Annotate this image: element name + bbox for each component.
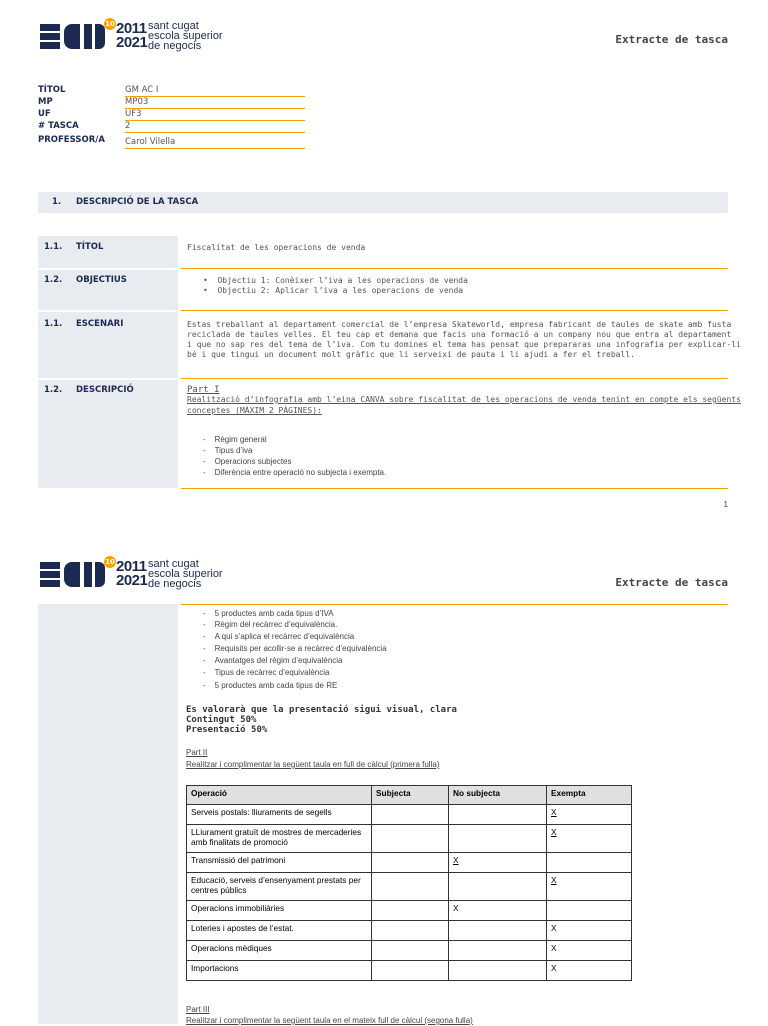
valoracio-line: Es valorarà que la presentació sigui visual, clara [186, 705, 457, 715]
row-number: 1.1. [44, 319, 63, 329]
page-number: 1 [723, 500, 728, 509]
valoracio-line: Contingut 50% [186, 715, 257, 725]
meta-value-tasca: 2 [125, 121, 305, 133]
row-number: 1.2. [44, 385, 63, 395]
meta-value-uf: UF3 [125, 109, 305, 121]
row-number: 1.2. [44, 275, 63, 285]
cell-operacio: Importacions [187, 961, 372, 981]
cell-exempta [547, 853, 632, 873]
esn-logo-mark [40, 24, 110, 50]
cell-no-subjecta [449, 825, 547, 853]
logo-year-bottom: 2021 [116, 34, 148, 51]
cell-subjecta [372, 961, 449, 981]
cell-no-subjecta [449, 941, 547, 961]
concept-item: - Operacions subjectes [203, 457, 292, 466]
cell-operacio: Loteries i apostes de l’estat. [187, 921, 372, 941]
logo-year-top: 2011 [116, 558, 147, 575]
cell-no-subjecta [449, 961, 547, 981]
table-row [187, 921, 632, 941]
cell-no-subjecta [449, 921, 547, 941]
cell-subjecta [372, 805, 449, 825]
part3-title: Part III [186, 1005, 210, 1014]
cell-operacio: Operacions immobiliàries [187, 901, 372, 921]
part2-title: Part II [186, 748, 208, 757]
meta-label-titol: TÍTOL [38, 85, 66, 95]
cell-subjecta [372, 921, 449, 941]
cell-operacio: Educació, serveis d’ensenyament prestats per centres públics [187, 873, 372, 901]
row-content-objectius [181, 270, 728, 311]
logo-line-2: escola superior [148, 30, 223, 42]
cell-exempta [547, 901, 632, 921]
school-logo [40, 18, 230, 52]
objective-item: • Objectiu 1: Conèixer l’iva a les operacions de venda [203, 276, 468, 285]
cell-no-subjecta [449, 873, 547, 901]
escenari-line: bé i que tingui un document molt gràfic que li serveixi de pauta i li ajudi a fer el treball. [187, 350, 635, 359]
row-label-cell [38, 312, 178, 378]
table-row [187, 825, 632, 853]
logo-year-bottom: 2021 [116, 572, 148, 589]
cell-operacio: Transmissió del patrimoni [187, 853, 372, 873]
concept-item: - Requisits per acollir-se a recàrrec d’equivalència [203, 644, 387, 653]
anniversary-badge: 10 [105, 20, 115, 28]
concept-item: - Diferència entre operació no subjecta i exempta. [203, 468, 387, 477]
row-label: TÍTOL [76, 242, 104, 252]
row-content-descripcio [181, 380, 741, 489]
row-content-escenari [181, 312, 741, 379]
logo-year-top: 2011 [116, 20, 147, 37]
descripcio-intro: conceptes (MÀXIM 2 PÀGINES): [187, 406, 322, 415]
section-number: 1. [52, 197, 62, 207]
table-row [187, 961, 632, 981]
cell-subjecta [372, 901, 449, 921]
concept-item: - 5 productes amb cada tipus de RE [203, 681, 338, 690]
objective-item: • Objectiu 2: Aplicar l’iva a les operacions de venda [203, 286, 464, 295]
descripcio-intro: Realització d’infografia amb l’eina CANVA sobre fiscalitat de les operacions de venda tenint en compte els següents [187, 395, 741, 404]
operations-table [186, 785, 632, 981]
concept-item: - Règim general [203, 435, 267, 444]
concept-item: - 5 productes amb cada tipus d’IVA [203, 609, 334, 618]
esn-logo-mark [40, 562, 110, 588]
school-logo [40, 556, 230, 590]
meta-value-mp: MP03 [125, 97, 305, 109]
cell-exempta: X [547, 921, 632, 941]
row-label-cell [38, 380, 178, 488]
table-row [187, 901, 632, 921]
meta-label-uf: UF [38, 109, 51, 119]
cell-operacio: Serveis postals: lliuraments de segells [187, 805, 372, 825]
cell-no-subjecta: X [449, 853, 547, 873]
cell-no-subjecta: X [449, 901, 547, 921]
cell-subjecta [372, 941, 449, 961]
part-title: Part I [187, 385, 220, 395]
cell-no-subjecta [449, 805, 547, 825]
valoracio-line: Presentació 50% [186, 725, 268, 735]
row-label-cell [38, 270, 178, 310]
table-row [187, 873, 632, 901]
document-title: Extracte de tasca [615, 33, 728, 46]
meta-value-professor: Carol Vilella [125, 137, 305, 149]
row-label: ESCENARI [76, 319, 124, 329]
anniversary-badge: 10 [105, 558, 115, 566]
logo-line-2: escola superior [148, 568, 223, 580]
section-title: DESCRIPCIÓ DE LA TASCA [76, 197, 199, 207]
table-row [187, 805, 632, 825]
concept-item: - Avantatges del règim d’equivalència [203, 656, 343, 665]
escenari-line: i que no sap res del tema de l’iva. Com tu domines el tema has pensat que prepararas una infografia per explicar-li [187, 340, 741, 349]
cell-operacio: Operacions mèdiques [187, 941, 372, 961]
cell-operacio: LLiurament gratuït de mostres de mercaderies amb finalitats de promoció [187, 825, 372, 853]
table-row [187, 941, 632, 961]
table-header-row [187, 786, 632, 805]
col-header-subjecta: Subjecta [372, 786, 449, 805]
continued-label-cell [38, 604, 178, 1024]
meta-value-titol: GM AC I [125, 85, 305, 97]
meta-label-tasca: # TASCA [38, 121, 79, 131]
orange-rule [181, 604, 728, 605]
section-header [38, 192, 728, 213]
col-header-operacio: Operació [187, 786, 372, 805]
row-label: OBJECTIUS [76, 275, 127, 285]
logo-line-3: de negocis [148, 40, 202, 52]
col-header-exempta: Exempta [547, 786, 632, 805]
cell-exempta: X [547, 941, 632, 961]
row-number: 1.1. [44, 242, 63, 252]
row-label-cell [38, 236, 178, 268]
cell-subjecta [372, 825, 449, 853]
concept-item: - A qui s’aplica el recàrrec d’equivalència [203, 632, 355, 641]
cell-exempta: X [547, 961, 632, 981]
escenari-line: reciclada de taules velles. El teu cap et demana que facis una formació a un company nou que entra al departament [187, 330, 732, 339]
cell-exempta: X [547, 825, 632, 853]
escenari-line: Estas treballant al departament comercial de l’empresa Skateworld, empresa fabricant de taules de skate amb fusta [187, 320, 732, 329]
cell-subjecta [372, 853, 449, 873]
cell-subjecta [372, 873, 449, 901]
meta-label-professor: PROFESSOR/A [38, 135, 105, 145]
concept-item: - Tipus d’iva [203, 446, 253, 455]
row-label: DESCRIPCIÓ [76, 385, 134, 395]
concept-item: - Règim del recàrrec d’equivalència. [203, 620, 338, 629]
part2-text: Realitzar i complimentar la següent taula en full de càlcul (primera fulla) [186, 760, 440, 769]
col-header-no-subjecta: No subjecta [449, 786, 547, 805]
cell-exempta: X [547, 805, 632, 825]
part3-text: Realitzar i complimentar la següent taula en el mateix full de càlcul (segona fulla) [186, 1016, 473, 1025]
cell-exempta: X [547, 873, 632, 901]
logo-line-3: de negocis [148, 578, 202, 590]
logo-line-1: sant cugat [148, 20, 199, 32]
logo-line-1: sant cugat [148, 558, 199, 570]
titol-text: Fiscalitat de les operacions de venda [187, 243, 366, 252]
concept-item: - Tipus de recàrrec d’equivalència [203, 668, 330, 677]
meta-label-mp: MP [38, 97, 53, 107]
row-content-titol [181, 236, 728, 269]
table-row [187, 853, 632, 873]
document-title: Extracte de tasca [615, 576, 728, 589]
